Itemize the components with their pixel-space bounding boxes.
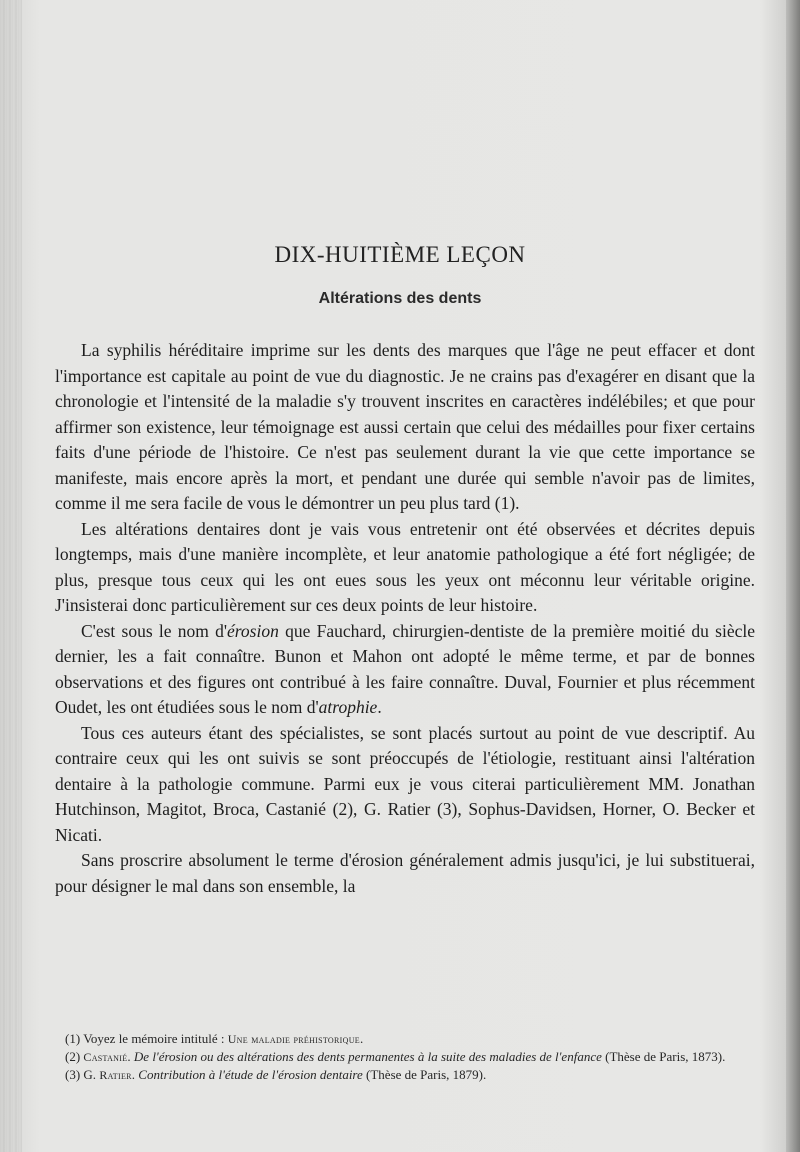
- chapter-subtitle: Altérations des dents: [318, 290, 482, 307]
- page-shadow-edge: [786, 0, 800, 1152]
- paragraph-2: Les altérations dentaires dont je vais vous entretenir ont été observées et décrites depuis longtemps, mais d'une manière incomplète, et leur anatomie pathologique a été fort négligée; de plus, presque tous ceux qui les ont eues sous les yeux ont méconnu leur véritable origine. J'insisterai donc particulièrement sur ces deux points de leur histoire.: [55, 518, 755, 615]
- footnote-2: (2) Castanié. De l'érosion ou des altérations des dents permanentes à la suite des maladies de l'enfance (Thèse de Paris, 1873).: [65, 1049, 726, 1064]
- paragraph-3: C'est sous le nom d'érosion que Fauchard, chirurgien-dentiste de la première moitié du siècle dernier, les a fait connaître. Bunon et Mahon ont adopté le même terme, et par de bonnes observations et des figures ont contribué à les faire connaître. Duval, Fournier et plus récemment Oudet, les ont étudiées sous le nom d'atrophie.: [55, 620, 756, 717]
- page-binding-edge: [0, 0, 22, 1152]
- chapter-title: DIX-HUITIÈME LEÇON: [274, 242, 526, 267]
- term-atrophie: atrophie: [318, 697, 378, 717]
- term-erosion: érosion: [227, 620, 279, 641]
- body-text: [55, 338, 755, 899]
- paragraph-1: La syphilis héréditaire imprime sur les dents des marques que l'âge ne peut effacer et dont l'importance est capitale au point de vue du diagnostic. Je ne crains pas d'exagérer en disant que la chronologie et l'intensité de la maladie s'y trouvent inscrites en caractères indélébiles; et que pour affirmer son existence, leur témoignage est aussi certain que celui des médailles pour fixer certains faits d'une période de l'histoire. Ce n'est pas seulement durant la vie que cette importance se manifeste, mais encore après la mort, et pendant une durée qui semble n'avoir pas de limites, comme il me sera facile de vous le démontrer un peu plus tard (1).: [55, 340, 755, 513]
- paragraph-4: Tous ces auteurs étant des spécialistes, se sont placés surtout au point de vue descriptif. Au contraire ceux qui les ont suivis se sont préoccupés de l'étiologie, restituant ainsi l'altération dentaire à la pathologie commune. Parmi eux je vous citerai particulièrement MM. Jonathan Hutchinson, Magitot, Broca, Castanié (2), G. Ratier (3), Sophus-Davidsen, Horner, O. Becker et Nicati.: [55, 722, 755, 845]
- footnote-3: (3) G. Ratier. Contribution à l'étude de l'érosion dentaire (Thèse de Paris, 1879).: [65, 1067, 487, 1082]
- footnotes: [55, 1030, 755, 1084]
- paragraph-5: Sans proscrire absolument le terme d'érosion généralement admis jusqu'ici, je lui substituerai, pour désigner le mal dans son ensemble, la: [55, 850, 755, 896]
- footnote-1: (1) Voyez le mémoire intitulé : Une maladie préhistorique.: [65, 1031, 364, 1046]
